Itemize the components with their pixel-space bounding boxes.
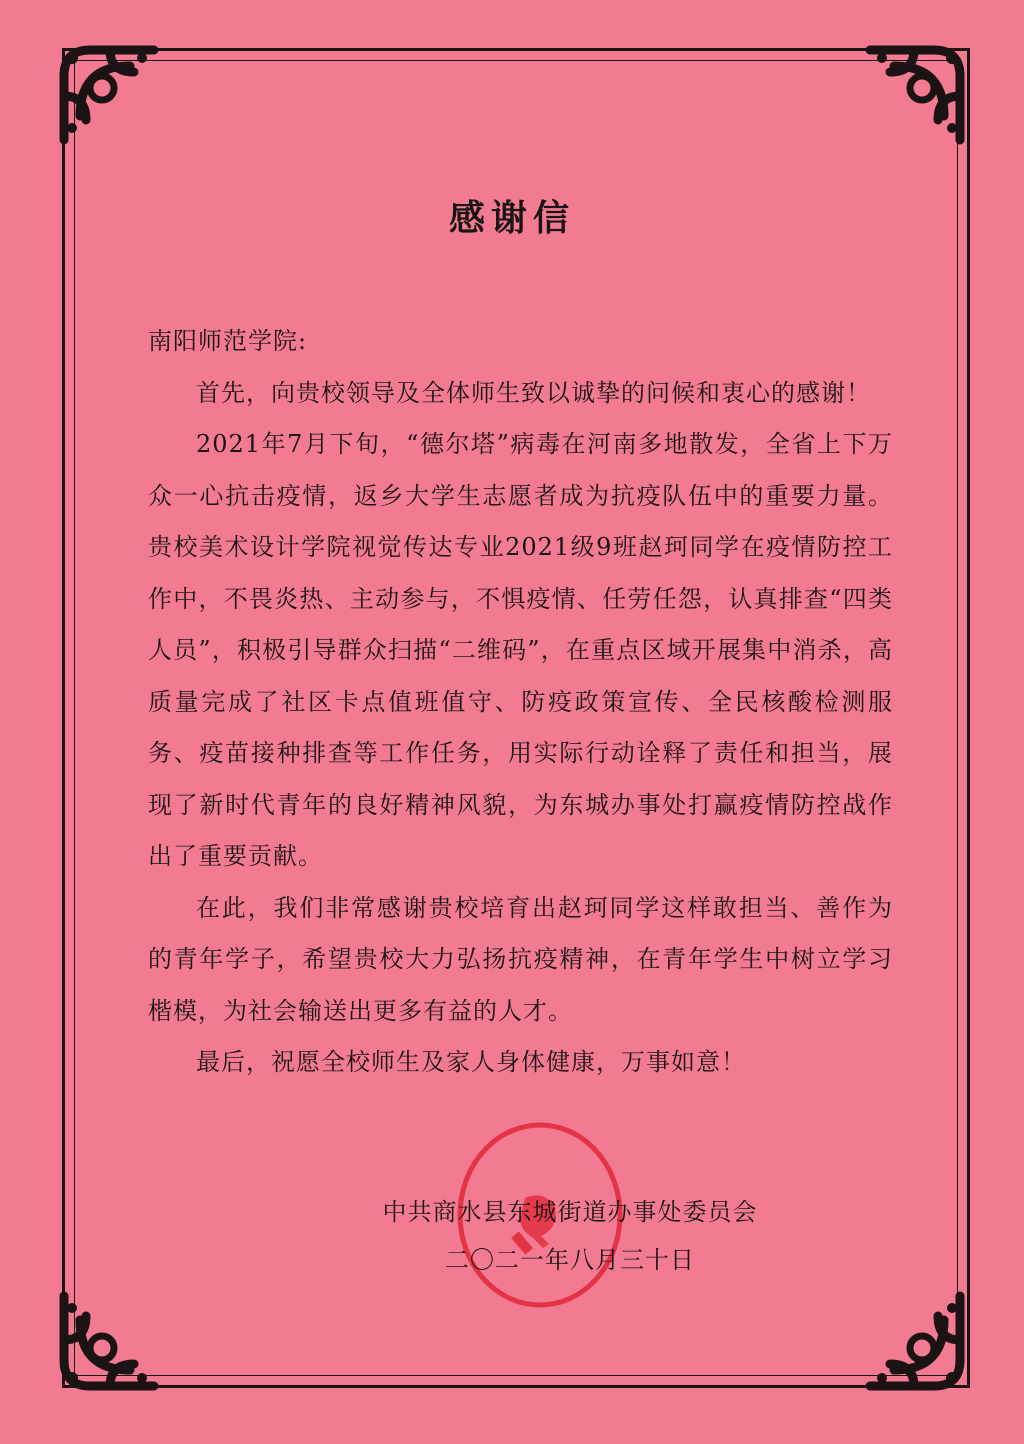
letter-paragraph: 首先，向贵校领导及全体师生致以诚挚的问候和衷心的感谢！ [196, 378, 871, 407]
letter-signature [340, 1188, 800, 1284]
signature-organization: 中共商水县东城街道办事处委员会 [382, 1198, 758, 1226]
letter-paragraph: 2021年7月下旬，“德尔塔”病毒在河南多地散发，全省上下万众一心抗击疫情，返乡大学生志愿者成为抗疫队伍中的重要力量。贵校美术设计学院视觉传达专业2021级9班赵珂同学在疫情防控工作中，不畏炎热、主动参与，不惧疫情、任劳任怨，认真排查“四类人员”，积极引导群众扫描“二维码”，在重点区域开展集中消杀，高质量完成了社区卡点值班值守、防疫政策宣传、全民核酸检测服务、疫苗接种排查等工作任务，用实际行动诠释了责任和担当，展现了新时代青年的良好精神风貌，为东城办事处打赢疫情防控战作出了重要贡献。 [148, 430, 893, 870]
letter-paragraph: 在此，我们非常感谢贵校培育出赵珂同学这样敢担当、善作为的青年学子，希望贵校大力弘扬抗疫精神，在青年学生中树立学习楷模，为社会输送出更多有益的人才。 [148, 893, 893, 1025]
signature-date: 二〇二一年八月三十日 [445, 1246, 695, 1274]
corner-ornament-icon [50, 1282, 168, 1400]
letter-greeting: 南阳师范学院: [148, 327, 308, 355]
corner-ornament-icon [856, 1282, 974, 1400]
corner-ornament-icon [50, 36, 168, 154]
letter-title: 感谢信 [448, 198, 575, 239]
letter-paragraph: 最后，祝愿全校师生及家人身体健康，万事如意！ [196, 1048, 746, 1076]
corner-ornament-icon [856, 36, 974, 154]
letter-body [148, 316, 893, 1089]
